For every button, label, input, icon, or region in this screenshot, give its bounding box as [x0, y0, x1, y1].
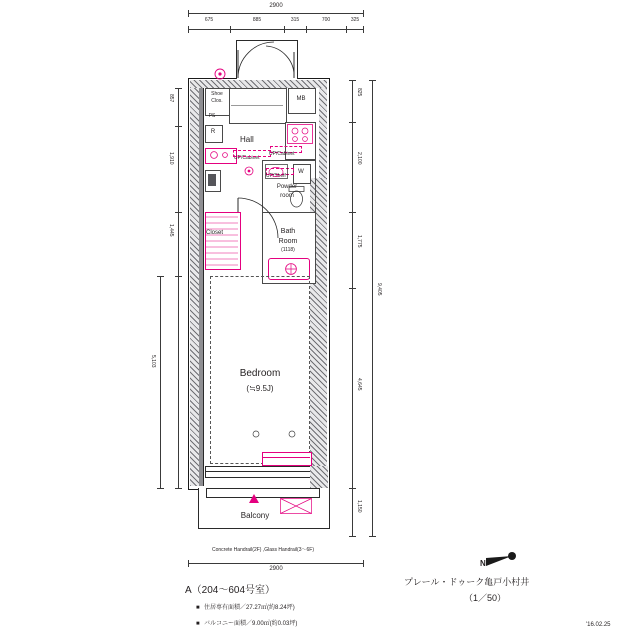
window-sill-unit — [262, 452, 312, 466]
up-cabinet-label-1: UP/Cabinet — [234, 155, 260, 161]
tick — [157, 276, 164, 277]
balcony-threshold — [206, 488, 320, 498]
top-wall-hatch — [190, 80, 327, 88]
ceiling-fixture-icon — [244, 166, 254, 176]
left-equipment-fill — [208, 174, 216, 186]
toilet-icon — [288, 186, 306, 208]
tick — [284, 26, 285, 33]
left-dim-4: 5,103 — [150, 355, 156, 368]
shoe-closet-label-2: Clos. — [211, 98, 223, 104]
date-label: '16.02.25 — [586, 622, 611, 628]
tick — [175, 276, 182, 277]
washer-label: W — [298, 169, 304, 175]
tick — [188, 26, 189, 33]
building-name-label: プレール・ドゥーク亀戸小村井 — [404, 577, 530, 587]
left-inner-wall-edge — [203, 88, 204, 486]
powder-room-label-2: room — [280, 193, 294, 199]
tick — [369, 536, 376, 537]
bedroom-outlet-icon-2 — [288, 430, 296, 438]
right-dim-4: 4,645 — [356, 378, 362, 391]
right-lower-wall-hatch — [310, 466, 328, 488]
tick — [349, 288, 356, 289]
bath-size-label: (1118) — [281, 247, 295, 253]
left-dim-3: 1,445 — [168, 224, 174, 237]
right-dim-1: 825 — [356, 88, 362, 97]
kitchen-sink-icon — [206, 149, 234, 161]
top-overall-dim-label: 2900 — [269, 3, 283, 9]
bedroom-outlet-icon — [252, 430, 260, 438]
top-dim-1: 675 — [204, 17, 214, 23]
tick — [349, 80, 356, 81]
bath-drain-icon — [284, 262, 298, 276]
tick — [369, 80, 376, 81]
top-dim-5: 325 — [350, 17, 360, 23]
tick — [175, 212, 182, 213]
up-cabinet-dash-1 — [233, 150, 271, 157]
tick — [188, 10, 189, 17]
window-sill-line — [262, 457, 310, 458]
entrance-floor — [229, 88, 287, 124]
area-note-bullet-2: ■ — [196, 621, 200, 627]
tick — [306, 26, 307, 33]
area-note-bullet-1: ■ — [196, 605, 200, 611]
entry-door-swing — [236, 40, 298, 80]
left-dim-1: 857 — [168, 94, 174, 103]
top-dim-4: 700 — [321, 17, 331, 23]
mb-label: MB — [296, 96, 306, 102]
bedroom-size-label: (≒9.5J) — [246, 384, 274, 393]
balcony-label: Balcony — [240, 511, 270, 520]
powder-room-label-1: Powder — [276, 184, 298, 190]
top-overall-dim-line — [188, 13, 364, 14]
balcony-handrail-note: Concrete Handrail(2F) ,Glass Handrail(3〜6F) — [212, 547, 314, 553]
balcony-drain-icon — [280, 498, 312, 514]
sliding-window — [205, 466, 317, 478]
sliding-window-rail — [205, 471, 315, 472]
tick — [175, 88, 182, 89]
ps-label: PS — [208, 113, 216, 119]
detail-callout-icon — [214, 68, 226, 80]
right-dim-3: 1,775 — [356, 235, 362, 248]
unit-caption: A（204〜604号室） — [184, 585, 276, 596]
tick — [175, 126, 182, 127]
tick — [363, 10, 364, 17]
tick — [349, 122, 356, 123]
top-dim-2: 885 — [252, 17, 262, 23]
right-overall-dim-label: 9,405 — [376, 283, 382, 296]
right-dim-5: 1,150 — [356, 500, 362, 513]
top-dim-chain-line — [188, 29, 364, 30]
right-dim-2: 2,100 — [356, 152, 362, 165]
closet-hatch — [206, 213, 238, 267]
tick — [230, 26, 231, 33]
bottom-overall-dim-line — [188, 563, 364, 564]
bedroom-label: Bedroom — [239, 368, 281, 379]
tick — [175, 488, 182, 489]
refrigerator-label: R — [210, 129, 216, 135]
right-dim-chain-inner — [352, 80, 353, 488]
area-note-2: バルコニー面積／9.00㎡(約0.03坪) — [204, 621, 298, 627]
stove-icon — [287, 124, 313, 144]
top-dim-3: 315 — [290, 17, 300, 23]
bottom-overall-dim-label: 2900 — [269, 566, 283, 572]
tick — [349, 536, 356, 537]
bath-room-label-2: Room — [278, 238, 298, 245]
shoe-closet-label-1: Shoe — [211, 91, 223, 97]
right-wall-hatch-upper — [319, 80, 327, 178]
up-cabinet-label-2: UP/Cabinet — [269, 151, 295, 157]
tick — [363, 26, 364, 33]
right-dim-balcony — [352, 488, 353, 536]
door-swing-bath — [236, 196, 280, 242]
tick — [346, 26, 347, 33]
vanity-sink-icon — [265, 164, 289, 180]
left-dim-2: 1,910 — [168, 152, 174, 165]
entrance-step-line — [231, 105, 283, 106]
closet-label: Closet — [206, 230, 224, 236]
left-dim-chain-2 — [160, 276, 161, 488]
left-wall-hatch — [190, 80, 199, 486]
compass-north-label: N — [480, 559, 486, 568]
right-overall-dim-line — [372, 80, 373, 536]
tick — [157, 488, 164, 489]
left-dim-chain — [178, 88, 179, 488]
hall-label: Hall — [240, 135, 254, 144]
scale-label: （1／50） — [463, 593, 507, 603]
tick — [349, 212, 356, 213]
level-marker-icon — [249, 494, 259, 503]
bath-room-label-1: Bath — [280, 228, 296, 235]
up-shelf-label: UP/Shelf — [266, 173, 286, 179]
area-note-1: 住居専有面積／27.27㎡(約8.24坪) — [204, 605, 295, 611]
